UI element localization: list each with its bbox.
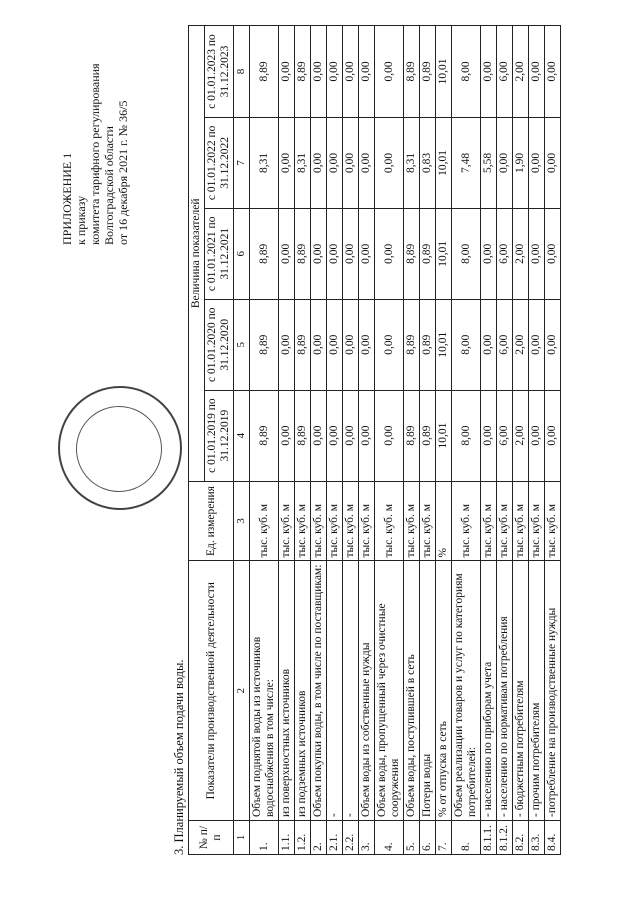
row-value: 5,58 (481, 117, 497, 208)
row-value: 0,00 (279, 117, 295, 208)
row-value: 0,00 (375, 299, 404, 390)
caption-region: Волгоградской области (102, 126, 116, 245)
row-unit: тыс. куб. м (250, 481, 279, 561)
row-value: 8,31 (295, 117, 311, 208)
row-value: 6,00 (497, 208, 513, 299)
row-value: 0,00 (343, 299, 359, 390)
row-value: 10,01 (436, 26, 452, 118)
row-unit: тыс. куб. м (452, 481, 481, 561)
row-value: 0,00 (327, 26, 343, 118)
row-value: 10,01 (436, 390, 452, 481)
row-number: 3. (359, 821, 375, 855)
caption-appendix: ПРИЛОЖЕНИЕ 1 (60, 152, 74, 245)
row-number: 1.1. (279, 821, 295, 855)
row-value: 8,89 (250, 390, 279, 481)
row-value: 0,00 (343, 26, 359, 118)
water-supply-table (188, 25, 561, 855)
row-number: 8. (452, 821, 481, 855)
col-number: 5 (234, 299, 250, 390)
table-row (375, 26, 404, 855)
header-group: Величина показателей (189, 26, 205, 482)
row-number: 1. (250, 821, 279, 855)
row-unit: тыс. куб. м (529, 481, 545, 561)
row-value: 0,00 (545, 208, 561, 299)
table-row (311, 26, 327, 855)
table-row (452, 26, 481, 855)
row-value: 10,01 (436, 299, 452, 390)
row-value: 8,31 (404, 117, 420, 208)
table-row (250, 26, 279, 855)
row-value: 0,89 (420, 26, 436, 118)
row-value: 0,00 (481, 208, 497, 299)
table-row (513, 26, 529, 855)
row-unit: тыс. куб. м (513, 481, 529, 561)
row-unit: тыс. куб. м (311, 481, 327, 561)
row-value: 0,00 (311, 26, 327, 118)
row-value: 8,89 (295, 208, 311, 299)
row-value: 0,00 (359, 26, 375, 118)
row-value: 0,00 (529, 26, 545, 118)
row-value: 0,00 (279, 299, 295, 390)
row-value: 8,89 (250, 26, 279, 118)
row-value: 0,00 (311, 299, 327, 390)
approval-caption (60, 35, 180, 435)
row-value: 8,89 (295, 390, 311, 481)
table-body (250, 26, 561, 855)
row-value: 10,01 (436, 117, 452, 208)
table-row (481, 26, 497, 855)
table-row (436, 26, 452, 855)
row-value: 8,89 (404, 299, 420, 390)
table-row (404, 26, 420, 855)
row-value: 0,00 (311, 117, 327, 208)
row-value: 0,00 (359, 390, 375, 481)
row-number: 8.1.2. (497, 821, 513, 855)
table-row (359, 26, 375, 855)
row-value: 10,01 (436, 208, 452, 299)
section-title: 3. Планируемый объем подачи воды. (172, 659, 186, 855)
row-unit: тыс. куб. м (279, 481, 295, 561)
row-unit: тыс. куб. м (343, 481, 359, 561)
header-indicator: Показатели производственной деятельности (189, 561, 234, 821)
row-number: 2. (311, 821, 327, 855)
row-unit: % (436, 481, 452, 561)
row-indicator: Потери воды (420, 561, 436, 821)
row-value: 0,00 (545, 299, 561, 390)
row-value: 0,00 (545, 390, 561, 481)
row-number: 8.2. (513, 821, 529, 855)
row-value: 0,00 (529, 208, 545, 299)
row-value: 0,00 (359, 117, 375, 208)
row-indicator: - населению по приборам учета (481, 561, 497, 821)
row-value: 1,90 (513, 117, 529, 208)
row-value: 2,00 (513, 390, 529, 481)
row-value: 8,00 (452, 26, 481, 118)
row-value: 0,00 (545, 117, 561, 208)
row-value: 0,00 (529, 299, 545, 390)
row-value: 8,89 (250, 299, 279, 390)
row-value: 0,00 (481, 390, 497, 481)
row-value: 2,00 (513, 208, 529, 299)
header-unit: Ед. измерения (189, 481, 234, 561)
row-value: 2,00 (513, 26, 529, 118)
row-unit: тыс. куб. м (375, 481, 404, 561)
row-value: 8,89 (404, 26, 420, 118)
row-value: 0,00 (279, 26, 295, 118)
table-row (343, 26, 359, 855)
row-value: 0,00 (529, 117, 545, 208)
row-value: 6,00 (497, 390, 513, 481)
row-value: 0,00 (375, 208, 404, 299)
row-value: 6,00 (497, 299, 513, 390)
header-period: с 01.01.2022 по 31.12.2022 (205, 117, 234, 208)
row-unit: тыс. куб. м (497, 481, 513, 561)
row-value: 0,00 (279, 208, 295, 299)
row-indicator: Объем покупки воды, в том числе по поставщикам: (311, 561, 327, 821)
col-number: 6 (234, 208, 250, 299)
row-value: 0,89 (420, 299, 436, 390)
document-page (60, 5, 620, 865)
row-value: 8,89 (295, 26, 311, 118)
row-value: 0,00 (375, 26, 404, 118)
row-number: 4. (375, 821, 404, 855)
row-value: 0,00 (375, 390, 404, 481)
row-value: 0,00 (343, 117, 359, 208)
row-value: 8,00 (452, 208, 481, 299)
table-row (529, 26, 545, 855)
row-indicator: - прочим потребителям (529, 561, 545, 821)
row-indicator: Объем воды, поступившей в сеть (404, 561, 420, 821)
header-period: с 01.01.2020 по 31.12.2020 (205, 299, 234, 390)
row-value: 0,00 (327, 299, 343, 390)
table-row (279, 26, 295, 855)
row-value: 0,00 (359, 208, 375, 299)
row-number: 8.1.1. (481, 821, 497, 855)
row-value: 8,89 (404, 208, 420, 299)
row-number: 6. (420, 821, 436, 855)
row-value: 0,00 (311, 208, 327, 299)
table-row (497, 26, 513, 855)
row-unit: тыс. куб. м (404, 481, 420, 561)
row-value: 0,00 (481, 299, 497, 390)
table-row (327, 26, 343, 855)
row-value: 8,89 (295, 299, 311, 390)
row-value: 6,00 (497, 26, 513, 118)
row-value: 8,31 (250, 117, 279, 208)
row-value: 0,00 (343, 208, 359, 299)
row-number: 5. (404, 821, 420, 855)
row-indicator: - (343, 561, 359, 821)
table-row (545, 26, 561, 855)
row-value: 8,00 (452, 299, 481, 390)
row-indicator: из поверхностных источников (279, 561, 295, 821)
row-value: 8,89 (250, 208, 279, 299)
row-indicator: Объем воды, пропущенный через очистные сооружения (375, 561, 404, 821)
row-value: 0,00 (327, 390, 343, 481)
row-number: 2.2. (343, 821, 359, 855)
row-unit: тыс. куб. м (295, 481, 311, 561)
row-value: 0,00 (375, 117, 404, 208)
col-number: 2 (234, 561, 250, 821)
header-period: с 01.01.2021 по 31.12.2021 (205, 208, 234, 299)
row-value: 7,48 (452, 117, 481, 208)
row-indicator: - (327, 561, 343, 821)
row-unit: тыс. куб. м (481, 481, 497, 561)
row-indicator: Объем реализации товаров и услуг по категориям потребителей: (452, 561, 481, 821)
row-number: 8.3. (529, 821, 545, 855)
row-value: 0,00 (343, 390, 359, 481)
header-row-1 (189, 26, 205, 855)
caption-committee: комитета тарифного регулирования (88, 63, 102, 245)
row-value: 8,00 (452, 390, 481, 481)
row-indicator: Объем воды из собственные нужды (359, 561, 375, 821)
caption-to-order: к приказу (74, 195, 88, 245)
table-row (420, 26, 436, 855)
row-value: 0,00 (545, 26, 561, 118)
row-value: 2,00 (513, 299, 529, 390)
row-indicator: Объем поднятой воды из источников водоснабжения в том числе: (250, 561, 279, 821)
table-row (295, 26, 311, 855)
row-value: 0,89 (420, 208, 436, 299)
col-number: 8 (234, 26, 250, 118)
row-value: 0,00 (327, 117, 343, 208)
header-no: № п/п (189, 821, 234, 855)
row-number: 7. (436, 821, 452, 855)
row-indicator: -потребление на производственные нужды (545, 561, 561, 821)
row-number: 8.4. (545, 821, 561, 855)
header-period: с 01.01.2019 по 31.12.2019 (205, 390, 234, 481)
row-unit: тыс. куб. м (420, 481, 436, 561)
row-value: 0,00 (327, 208, 343, 299)
row-value: 0,00 (497, 117, 513, 208)
row-value: 0,00 (311, 390, 327, 481)
col-number: 7 (234, 117, 250, 208)
row-value: 0,00 (279, 390, 295, 481)
row-unit: тыс. куб. м (545, 481, 561, 561)
row-unit: тыс. куб. м (327, 481, 343, 561)
row-number: 1.2. (295, 821, 311, 855)
row-indicator: из подземных источников (295, 561, 311, 821)
row-indicator: - населению по нормативам потребления (497, 561, 513, 821)
col-number: 4 (234, 390, 250, 481)
header-period: с 01.01.2023 по 31.12.2023 (205, 26, 234, 118)
row-value: 0,83 (420, 117, 436, 208)
col-number: 1 (234, 821, 250, 855)
row-value: 0,89 (420, 390, 436, 481)
row-value: 0,00 (359, 299, 375, 390)
caption-date-number: от 16 декабря 2021 г. № 36/5 (116, 100, 130, 245)
row-value: 8,89 (404, 390, 420, 481)
row-value: 0,00 (481, 26, 497, 118)
column-number-row (234, 26, 250, 855)
row-value: 0,00 (529, 390, 545, 481)
row-unit: тыс. куб. м (359, 481, 375, 561)
row-indicator: - бюджетным потребителям (513, 561, 529, 821)
col-number: 3 (234, 481, 250, 561)
row-indicator: % от отпуска в сеть (436, 561, 452, 821)
row-number: 2.1. (327, 821, 343, 855)
